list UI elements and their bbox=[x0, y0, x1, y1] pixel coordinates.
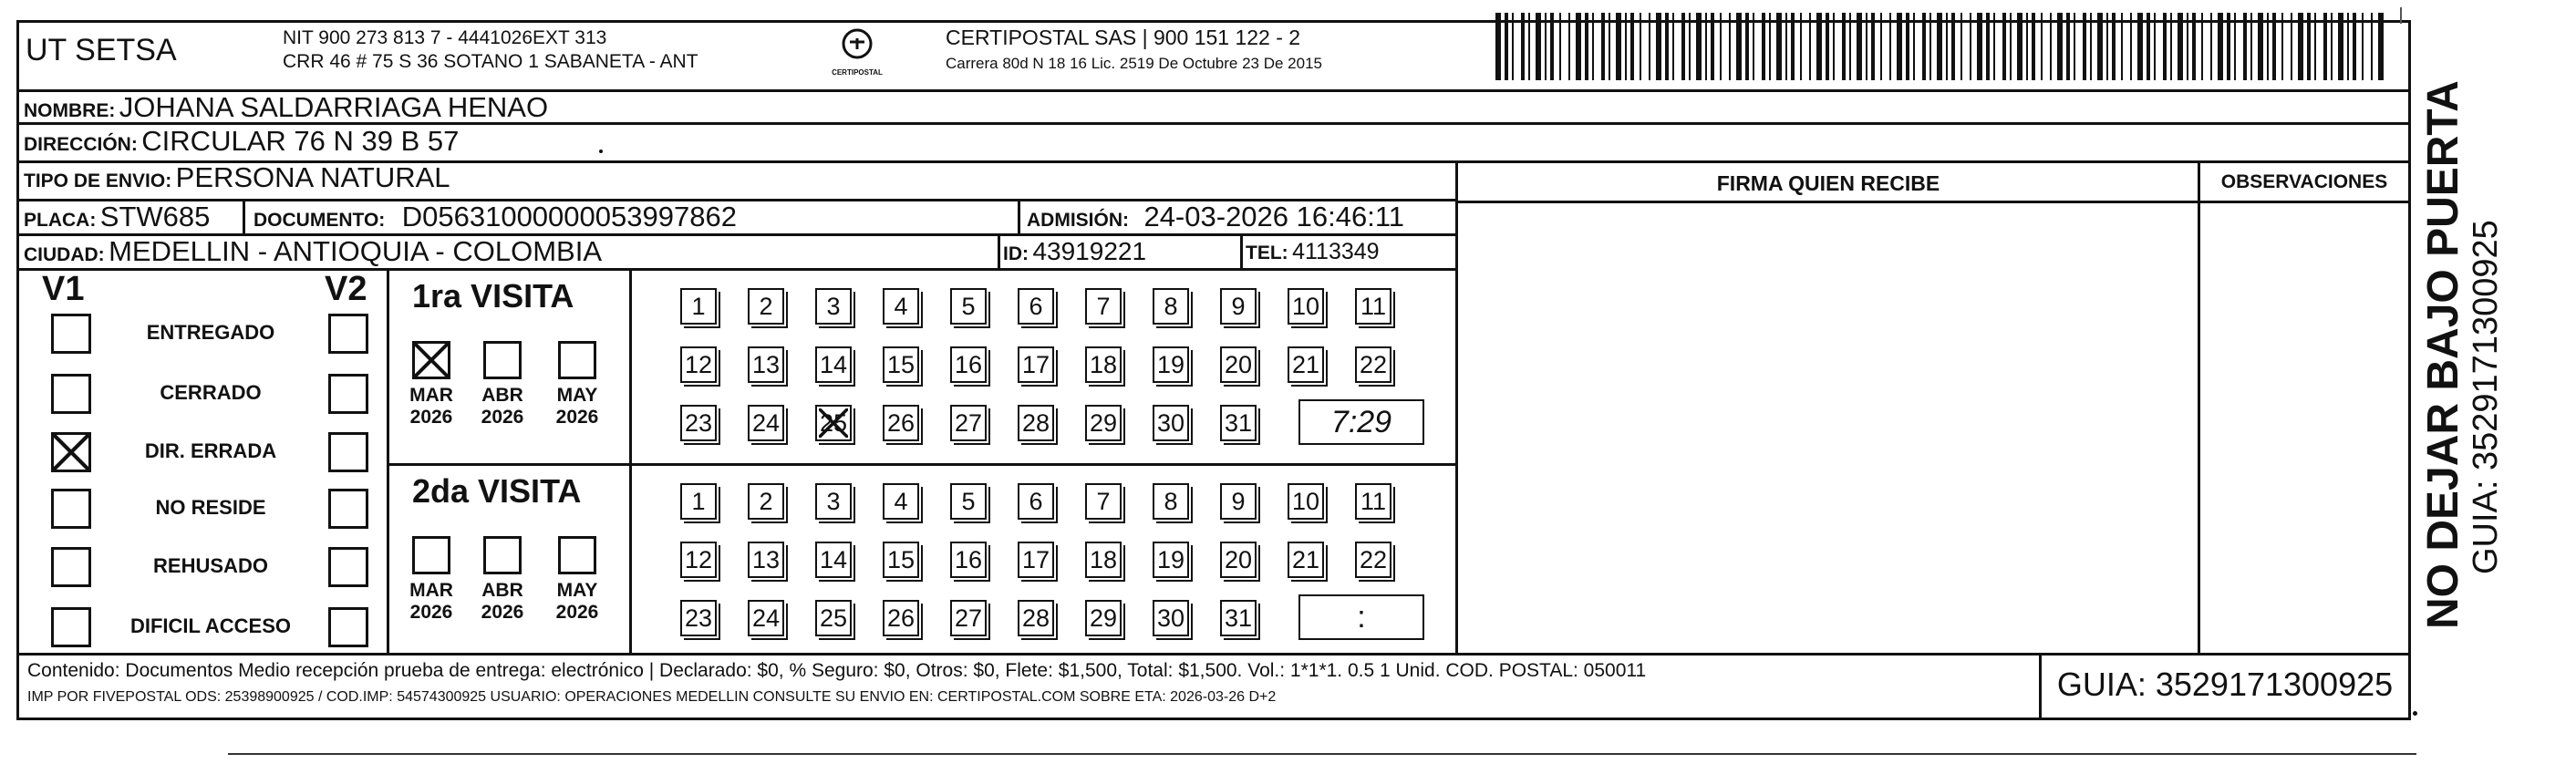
day-box[interactable]: 22 bbox=[1355, 346, 1391, 383]
day-box[interactable]: 26 bbox=[883, 405, 919, 441]
day-box[interactable]: 21 bbox=[1288, 542, 1324, 578]
status-label: ENTREGADO bbox=[146, 321, 275, 344]
month-checkbox[interactable] bbox=[483, 341, 522, 379]
month-label: ABR 2026 bbox=[481, 580, 524, 623]
day-box[interactable]: 14 bbox=[815, 346, 852, 383]
month-label: MAR 2026 bbox=[409, 580, 453, 623]
direccion-value: CIRCULAR 76 N 39 B 57 bbox=[141, 125, 460, 157]
day-box[interactable]: 24 bbox=[748, 600, 784, 636]
status-label: DIFICIL ACCESO bbox=[129, 614, 291, 637]
v2-checkbox[interactable] bbox=[328, 374, 368, 414]
v2-checkbox[interactable] bbox=[328, 607, 368, 647]
day-box[interactable]: 1 bbox=[680, 483, 717, 520]
day-box[interactable]: 10 bbox=[1288, 483, 1324, 520]
day-box[interactable]: 19 bbox=[1153, 542, 1189, 578]
ciudad-field: CIUDAD: MEDELLIN - ANTIOQUIA - COLOMBIA bbox=[24, 235, 602, 267]
month-checkbox[interactable] bbox=[412, 536, 450, 574]
sender-address: CRR 46 # 75 S 36 SOTANO 1 SABANETA - ANT bbox=[283, 51, 698, 72]
month-label: MAR 2026 bbox=[409, 385, 453, 428]
day-box[interactable]: 16 bbox=[950, 542, 987, 578]
day-box[interactable]: 2 bbox=[748, 288, 784, 325]
day-box[interactable]: 25 bbox=[815, 600, 852, 636]
day-box[interactable]: 13 bbox=[748, 542, 784, 578]
direccion-row: DIRECCIÓN: CIRCULAR 76 N 39 B 57 bbox=[24, 125, 460, 157]
day-box[interactable]: 1 bbox=[680, 288, 717, 325]
day-box[interactable]: 22 bbox=[1355, 542, 1391, 578]
documento-field: DOCUMENTO: D05631000000053997862 bbox=[253, 201, 737, 232]
month-label: ABR 2026 bbox=[481, 385, 524, 428]
month-checkbox[interactable] bbox=[558, 536, 596, 574]
v1-checkbox[interactable] bbox=[51, 314, 91, 354]
nombre-row: NOMBRE: JOHANA SALDARRIAGA HENAO bbox=[24, 91, 549, 123]
month-checkbox[interactable] bbox=[412, 341, 450, 379]
v1-checkbox[interactable] bbox=[51, 547, 91, 587]
day-box[interactable]: 9 bbox=[1220, 288, 1257, 325]
day-box[interactable]: 31 bbox=[1220, 600, 1257, 636]
imp-line: IMP POR FIVEPOSTAL ODS: 25398900925 / COD.IMP: 54574300925 USUARIO: OPERACIONES MEDELLIN CONSULTE SU ENVIO EN: CERTIPOSTAL.COM SOBRE ETA: 2026-03-26 D+2 bbox=[27, 689, 1277, 705]
day-box[interactable]: 20 bbox=[1220, 346, 1257, 383]
nombre-value: JOHANA SALDARRIAGA HENAO bbox=[119, 91, 549, 123]
day-box[interactable]: 15 bbox=[883, 346, 919, 383]
license-line: Carrera 80d N 18 16 Lic. 2519 De Octubre 23 De 2015 bbox=[946, 55, 1322, 72]
day-box[interactable]: 5 bbox=[950, 288, 987, 325]
tipo-envio-value: PERSONA NATURAL bbox=[175, 161, 450, 193]
day-box[interactable]: 18 bbox=[1085, 346, 1122, 383]
v2-checkbox[interactable] bbox=[328, 489, 368, 529]
v1-checkbox[interactable] bbox=[51, 374, 91, 414]
crop-mark bbox=[2400, 7, 2402, 24]
day-box[interactable]: 24 bbox=[748, 405, 784, 441]
day-box[interactable]: 23 bbox=[680, 600, 717, 636]
barcode bbox=[1495, 13, 2389, 80]
carrier-line: CERTIPOSTAL SAS | 900 151 122 - 2 bbox=[946, 26, 1301, 49]
status-label: NO RESIDE bbox=[155, 496, 266, 519]
day-box[interactable]: 17 bbox=[1018, 346, 1054, 383]
nit-line: NIT 900 273 813 7 - 4441026EXT 313 bbox=[283, 27, 607, 48]
day-box[interactable]: 6 bbox=[1018, 288, 1054, 325]
visit-title: 1ra VISITA bbox=[412, 277, 574, 315]
v2-checkbox[interactable] bbox=[328, 547, 368, 587]
day-box[interactable]: 25 bbox=[815, 405, 852, 441]
day-box[interactable]: 26 bbox=[883, 600, 919, 636]
day-box[interactable]: 13 bbox=[748, 346, 784, 383]
admision-field: ADMISIÓN: 24-03-2026 16:46:11 bbox=[1027, 201, 1405, 232]
day-box[interactable]: 4 bbox=[883, 288, 919, 325]
day-box[interactable]: 30 bbox=[1153, 405, 1189, 441]
day-box[interactable]: 20 bbox=[1220, 542, 1257, 578]
day-box[interactable]: 5 bbox=[950, 483, 987, 520]
month-checkbox[interactable] bbox=[483, 536, 522, 574]
status-label: CERRADO bbox=[160, 381, 262, 404]
tipo-envio-row: TIPO DE ENVIO: PERSONA NATURAL bbox=[24, 161, 450, 193]
day-box[interactable]: 6 bbox=[1018, 483, 1054, 520]
status-label: DIR. ERRADA bbox=[144, 439, 277, 462]
id-field: ID: 43919221 bbox=[1003, 237, 1147, 265]
observaciones-header: OBSERVACIONES bbox=[2220, 171, 2388, 192]
day-box[interactable]: 21 bbox=[1288, 346, 1324, 383]
day-box[interactable]: 4 bbox=[883, 483, 919, 520]
month-label: MAY 2026 bbox=[555, 580, 599, 623]
placa-field: PLACA: STW685 bbox=[24, 201, 211, 232]
v2-checkbox[interactable] bbox=[328, 314, 368, 354]
day-box[interactable]: 29 bbox=[1085, 405, 1122, 441]
day-box[interactable]: 18 bbox=[1085, 542, 1122, 578]
day-box[interactable]: 8 bbox=[1153, 483, 1189, 520]
day-box[interactable]: 7 bbox=[1085, 288, 1122, 325]
v2-header: V2 bbox=[325, 270, 367, 308]
tel-field: TEL: 4113349 bbox=[1246, 239, 1380, 264]
v1-header: V1 bbox=[42, 270, 85, 308]
day-box[interactable]: 29 bbox=[1085, 600, 1122, 636]
month-label: MAY 2026 bbox=[555, 385, 599, 428]
v1-checkbox[interactable] bbox=[51, 607, 91, 647]
day-box[interactable]: 27 bbox=[950, 405, 987, 441]
day-box[interactable]: 31 bbox=[1220, 405, 1257, 441]
day-box[interactable]: 19 bbox=[1153, 346, 1189, 383]
no-dejar-bajo-puerta: NO DEJAR BAJO PUERTA bbox=[2419, 80, 2467, 629]
day-box[interactable]: 17 bbox=[1018, 542, 1054, 578]
visit-title: 2da VISITA bbox=[412, 472, 582, 510]
ink-dot bbox=[2413, 711, 2417, 716]
day-box[interactable]: 30 bbox=[1153, 600, 1189, 636]
firma-area[interactable] bbox=[1459, 204, 2194, 649]
observaciones-area[interactable] bbox=[2201, 204, 2407, 649]
contenido-line: Contenido: Documentos Medio recepción prueba de entrega: electrónico | Declarado: $0, % Seguro: $0, Otros: $0, Flete: $1,500, Total: $1,500. Vol.: 1*1*1. 0.5 1 Unid. COD. POSTAL: 050011 bbox=[27, 660, 1647, 681]
certipostal-logo: CERTIPOSTAL bbox=[825, 24, 889, 78]
ink-dot bbox=[599, 150, 603, 153]
footer-guia: GUIA: 3529171300925 bbox=[2056, 666, 2394, 703]
v1-checkbox[interactable] bbox=[51, 432, 91, 472]
day-box[interactable]: 3 bbox=[815, 288, 852, 325]
day-box[interactable]: 7 bbox=[1085, 483, 1122, 520]
day-box[interactable]: 12 bbox=[680, 542, 717, 578]
status-label: REHUSADO bbox=[153, 554, 268, 577]
side-text-block bbox=[2419, 80, 2505, 629]
firma-header: FIRMA QUIEN RECIBE bbox=[1716, 171, 1940, 195]
day-box[interactable]: 9 bbox=[1220, 483, 1257, 520]
day-box[interactable]: 14 bbox=[815, 542, 852, 578]
day-box[interactable]: 23 bbox=[680, 405, 717, 441]
day-box[interactable]: 2 bbox=[748, 483, 784, 520]
day-box[interactable]: 10 bbox=[1288, 288, 1324, 325]
visit-time-box[interactable]: : bbox=[1298, 594, 1424, 640]
day-box[interactable]: 27 bbox=[950, 600, 987, 636]
month-checkbox[interactable] bbox=[558, 341, 596, 379]
day-box[interactable]: 3 bbox=[815, 483, 852, 520]
company-name: UT SETSA bbox=[26, 33, 177, 67]
day-box[interactable]: 15 bbox=[883, 542, 919, 578]
day-box[interactable]: 11 bbox=[1355, 483, 1391, 520]
day-box[interactable]: 16 bbox=[950, 346, 987, 383]
day-box[interactable]: 28 bbox=[1018, 405, 1054, 441]
v2-checkbox[interactable] bbox=[328, 432, 368, 472]
visit-time-box[interactable]: 7:29 bbox=[1298, 399, 1424, 445]
day-box[interactable]: 8 bbox=[1153, 288, 1189, 325]
day-box[interactable]: 28 bbox=[1018, 600, 1054, 636]
day-box[interactable]: 12 bbox=[680, 346, 717, 383]
side-guia: GUIA: 3529171300925 bbox=[2467, 220, 2505, 574]
v1-checkbox[interactable] bbox=[51, 489, 91, 529]
day-box[interactable]: 11 bbox=[1355, 288, 1391, 325]
